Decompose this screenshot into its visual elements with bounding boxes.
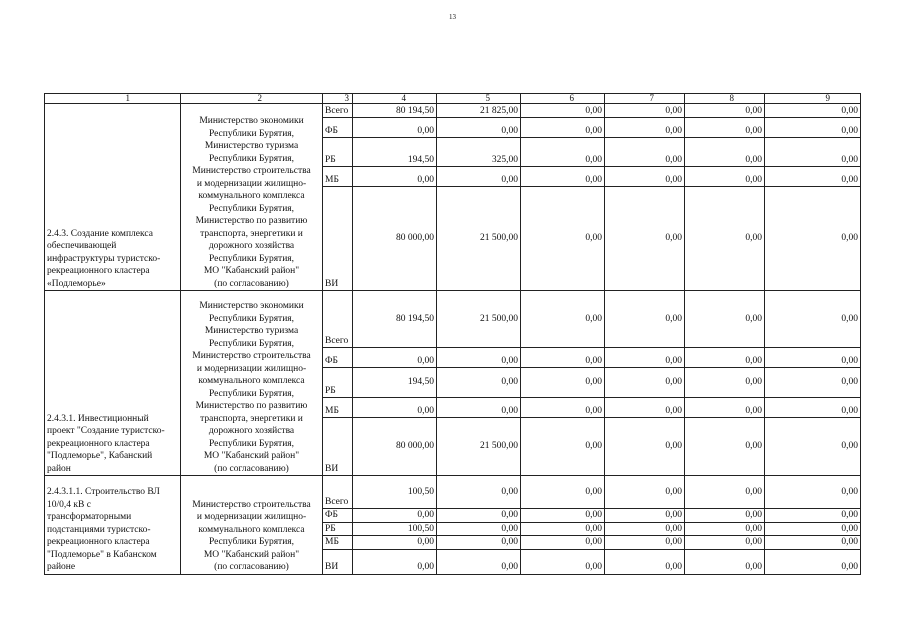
value-cell: 0,00 — [353, 509, 437, 523]
value-cell: 194,50 — [353, 368, 437, 398]
column-number: 8 — [685, 94, 765, 104]
program-name: 2.4.3.1.1. Строительство ВЛ 10/0,4 кВ с трансформаторными подстанциями туристско- рекреационного кластера "Подлеморье" в Кабанском районе — [45, 476, 181, 575]
value-cell: 0,00 — [437, 522, 521, 536]
value-cell: 0,00 — [685, 536, 765, 550]
table-row — [45, 476, 861, 509]
value-cell: 0,00 — [685, 476, 765, 509]
value-cell: 0,00 — [765, 476, 861, 509]
value-cell: 0,00 — [605, 509, 685, 523]
funding-source: ВИ — [323, 418, 353, 476]
value-cell: 0,00 — [765, 418, 861, 476]
value-cell: 0,00 — [353, 398, 437, 418]
funding-source: МБ — [323, 536, 353, 550]
value-cell: 100,50 — [353, 476, 437, 509]
value-cell: 0,00 — [437, 509, 521, 523]
value-cell: 0,00 — [765, 187, 861, 291]
value-cell: 0,00 — [605, 398, 685, 418]
value-cell: 0,00 — [353, 536, 437, 550]
funding-source: РБ — [323, 522, 353, 536]
executor: Министерство экономики Республики Бурятия, Министерство туризма Республики Бурятия, Министерство строительства и модернизации жилищно- коммунального комплекса Республики Бурятия, Министерство по развитию транспорта, энергетики и дорожного хозяйства Республики Бурятия, МО "Кабанский район" (по согласованию) — [181, 104, 323, 291]
value-cell: 0,00 — [521, 118, 605, 138]
program-name: 2.4.3. Создание комплекса обеспечивающей инфраструктуры туристско- рекреационного кластера «Подлеморье» — [45, 104, 181, 291]
funding-source: ФБ — [323, 509, 353, 523]
value-cell: 0,00 — [765, 509, 861, 523]
value-cell: 0,00 — [605, 522, 685, 536]
value-cell: 0,00 — [437, 536, 521, 550]
funding-source: МБ — [323, 167, 353, 187]
value-cell: 0,00 — [685, 549, 765, 574]
value-cell: 80 194,50 — [353, 104, 437, 118]
column-number: 5 — [437, 94, 521, 104]
value-cell: 0,00 — [685, 418, 765, 476]
value-cell: 0,00 — [605, 549, 685, 574]
value-cell: 100,50 — [353, 522, 437, 536]
value-cell: 0,00 — [685, 398, 765, 418]
value-cell: 0,00 — [685, 167, 765, 187]
column-number: 1 — [45, 94, 181, 104]
value-cell: 0,00 — [605, 476, 685, 509]
funding-source: ФБ — [323, 348, 353, 368]
column-number: 9 — [765, 94, 861, 104]
value-cell: 0,00 — [437, 368, 521, 398]
value-cell: 0,00 — [765, 138, 861, 167]
executor: Министерство экономики Республики Бурятия, Министерство туризма Республики Бурятия, Министерство строительства и модернизации жилищно- коммунального комплекса Республики Бурятия, Министерство по развитию транспорта, энергетики и дорожного хозяйства Республики Бурятия, МО "Кабанский район" (по согласованию) — [181, 291, 323, 476]
funding-source: МБ — [323, 398, 353, 418]
value-cell: 0,00 — [685, 104, 765, 118]
value-cell: 0,00 — [605, 167, 685, 187]
column-number: 7 — [605, 94, 685, 104]
value-cell: 194,50 — [353, 138, 437, 167]
value-cell: 0,00 — [605, 118, 685, 138]
value-cell: 0,00 — [765, 291, 861, 348]
value-cell: 21 500,00 — [437, 291, 521, 348]
value-cell: 0,00 — [685, 348, 765, 368]
value-cell: 0,00 — [605, 104, 685, 118]
value-cell: 0,00 — [685, 522, 765, 536]
column-number: 6 — [521, 94, 605, 104]
value-cell: 21 500,00 — [437, 418, 521, 476]
value-cell: 0,00 — [521, 138, 605, 167]
value-cell: 80 194,50 — [353, 291, 437, 348]
value-cell: 0,00 — [765, 118, 861, 138]
value-cell: 0,00 — [605, 348, 685, 368]
column-number: 2 — [181, 94, 323, 104]
value-cell: 0,00 — [765, 522, 861, 536]
funding-source: РБ — [323, 138, 353, 167]
table-row — [45, 291, 861, 348]
column-number: 3 — [323, 94, 353, 104]
value-cell: 0,00 — [521, 549, 605, 574]
column-number-row — [45, 94, 861, 104]
value-cell: 0,00 — [605, 187, 685, 291]
value-cell: 0,00 — [605, 291, 685, 348]
value-cell: 0,00 — [437, 118, 521, 138]
value-cell: 0,00 — [765, 398, 861, 418]
value-cell: 0,00 — [765, 348, 861, 368]
value-cell: 0,00 — [685, 138, 765, 167]
value-cell: 0,00 — [605, 536, 685, 550]
value-cell: 0,00 — [765, 549, 861, 574]
value-cell: 0,00 — [685, 509, 765, 523]
funding-source: Всего — [323, 104, 353, 118]
value-cell: 21 500,00 — [437, 187, 521, 291]
value-cell: 0,00 — [685, 368, 765, 398]
value-cell: 0,00 — [605, 138, 685, 167]
value-cell: 0,00 — [521, 476, 605, 509]
value-cell: 0,00 — [521, 187, 605, 291]
value-cell: 0,00 — [605, 368, 685, 398]
value-cell: 0,00 — [437, 167, 521, 187]
value-cell: 0,00 — [521, 536, 605, 550]
funding-source: Всего — [323, 476, 353, 509]
value-cell: 0,00 — [521, 368, 605, 398]
value-cell: 0,00 — [353, 549, 437, 574]
value-cell: 0,00 — [437, 348, 521, 368]
funding-source: ВИ — [323, 187, 353, 291]
value-cell: 0,00 — [353, 118, 437, 138]
value-cell: 0,00 — [765, 536, 861, 550]
value-cell: 0,00 — [521, 522, 605, 536]
value-cell: 0,00 — [353, 348, 437, 368]
value-cell: 0,00 — [437, 398, 521, 418]
value-cell: 0,00 — [521, 291, 605, 348]
page-number: 13 — [449, 13, 456, 21]
value-cell: 0,00 — [521, 509, 605, 523]
funding-source: ФБ — [323, 118, 353, 138]
value-cell: 0,00 — [353, 167, 437, 187]
value-cell: 21 825,00 — [437, 104, 521, 118]
value-cell: 0,00 — [765, 368, 861, 398]
funding-source: ВИ — [323, 549, 353, 574]
table-row — [45, 104, 861, 118]
value-cell: 0,00 — [521, 398, 605, 418]
value-cell: 0,00 — [765, 104, 861, 118]
value-cell: 80 000,00 — [353, 187, 437, 291]
value-cell: 0,00 — [765, 167, 861, 187]
value-cell: 0,00 — [437, 476, 521, 509]
value-cell: 0,00 — [437, 549, 521, 574]
value-cell: 0,00 — [521, 348, 605, 368]
column-number: 4 — [353, 94, 437, 104]
value-cell: 325,00 — [437, 138, 521, 167]
value-cell: 0,00 — [521, 104, 605, 118]
budget-table — [44, 93, 861, 575]
executor: Министерство строительства и модернизации жилищно- коммунального комплекса Республики Бурятия, МО "Кабанский район" (по согласованию) — [181, 476, 323, 575]
funding-source: Всего — [323, 291, 353, 348]
program-name: 2.4.3.1. Инвестиционный проект "Создание туристско- рекреационного кластера "Подлеморье", Кабанский район — [45, 291, 181, 476]
value-cell: 0,00 — [521, 418, 605, 476]
funding-source: РБ — [323, 368, 353, 398]
value-cell: 80 000,00 — [353, 418, 437, 476]
value-cell: 0,00 — [685, 291, 765, 348]
value-cell: 0,00 — [685, 187, 765, 291]
value-cell: 0,00 — [521, 167, 605, 187]
value-cell: 0,00 — [685, 118, 765, 138]
value-cell: 0,00 — [605, 418, 685, 476]
